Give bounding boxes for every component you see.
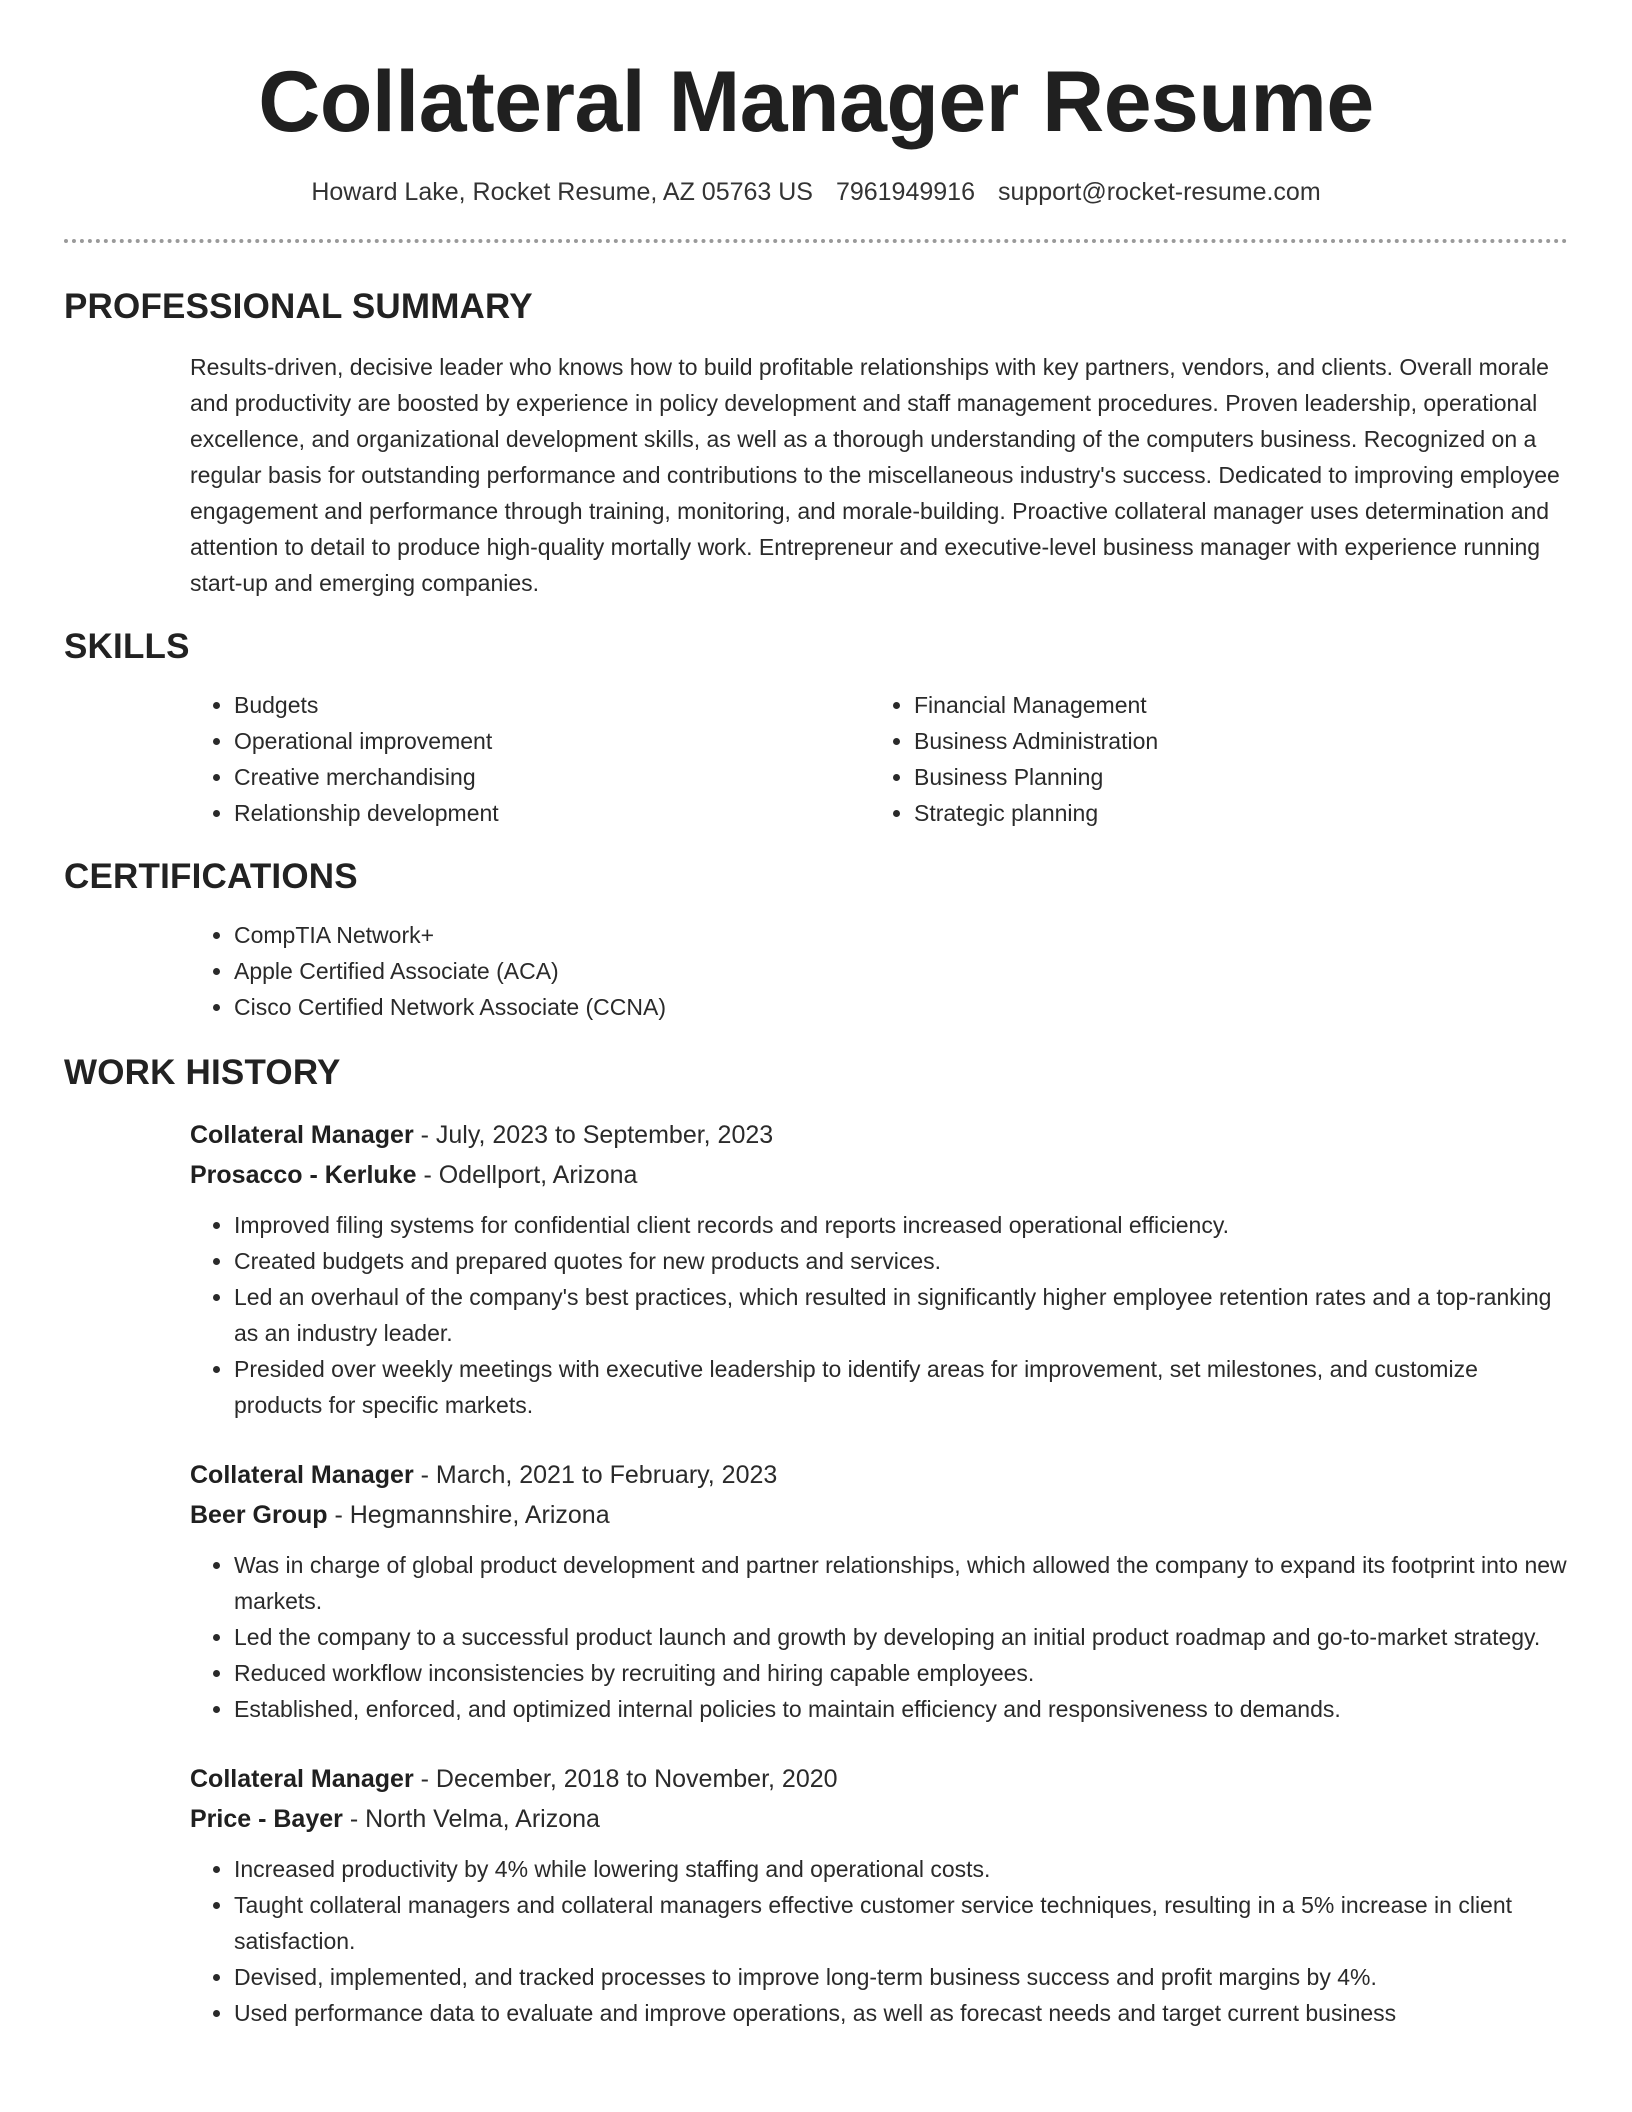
contact-phone: 7961949916 <box>835 178 975 206</box>
contact-line <box>0 178 1632 207</box>
skill-item: • Financial Management <box>914 687 1550 723</box>
skills-heading: SKILLS <box>64 627 190 666</box>
skill-item: • Relationship development <box>234 795 870 831</box>
job-bullet: • Presided over weekly meetings with executive leadership to identify areas for improvement, set milestones, and customize products for specific markets. <box>234 1351 1568 1423</box>
job-bullet: • Was in charge of global product development and partner relationships, which allowed the company to expand its footprint into new markets. <box>234 1547 1568 1619</box>
job-bullet: • Reduced workflow inconsistencies by recruiting and hiring capable employees. <box>234 1655 1568 1691</box>
job-role: Collateral Manager <box>190 1461 414 1489</box>
job-dates: - July, 2023 to September, 2023 <box>413 1121 774 1149</box>
skills-grid <box>190 687 1568 831</box>
job-bullets <box>190 1207 1568 1423</box>
job-location: - North Velma, Arizona <box>342 1805 600 1833</box>
job-role-line <box>190 1455 1568 1495</box>
skill-item: • Creative merchandising <box>234 759 870 795</box>
summary-heading: PROFESSIONAL SUMMARY <box>64 287 533 326</box>
certification-item: • Cisco Certified Network Associate (CCNA) <box>234 989 1568 1025</box>
job-company-line <box>190 1799 1568 1839</box>
job-company-line <box>190 1495 1568 1535</box>
job-role: Collateral Manager <box>190 1765 414 1793</box>
job-bullet: • Improved filing systems for confidential client records and reports increased operational efficiency. <box>234 1207 1568 1243</box>
job-bullet: • Led the company to a successful product launch and growth by developing an initial product roadmap and go-to-market strategy. <box>234 1619 1568 1655</box>
job-company: Beer Group <box>190 1501 328 1529</box>
contact-email: support@rocket-resume.com <box>997 178 1321 206</box>
job-role-line <box>190 1759 1568 1799</box>
job-bullet: • Created budgets and prepared quotes for new products and services. <box>234 1243 1568 1279</box>
job-dates: - December, 2018 to November, 2020 <box>413 1765 838 1793</box>
job-bullets <box>190 1851 1568 2031</box>
job-role: Collateral Manager <box>190 1121 414 1149</box>
job-entry <box>190 1759 1568 2031</box>
job-bullet: • Established, enforced, and optimized internal policies to maintain efficiency and responsiveness to demands. <box>234 1691 1568 1727</box>
certifications-list <box>190 917 1568 1025</box>
skills-column-right <box>870 687 1550 831</box>
work-history-heading: WORK HISTORY <box>64 1053 341 1092</box>
job-bullet: • Taught collateral managers and collateral managers effective customer service techniques, resulting in a 5% increase in client satisfaction. <box>234 1887 1568 1959</box>
skills-column-left <box>190 687 870 831</box>
job-company: Prosacco - Kerluke <box>190 1161 417 1189</box>
certifications-heading: CERTIFICATIONS <box>64 857 358 896</box>
job-bullet: • Used performance data to evaluate and improve operations, as well as forecast needs and target current business <box>234 1995 1568 2031</box>
job-location: - Hegmannshire, Arizona <box>327 1501 610 1529</box>
job-bullet: • Increased productivity by 4% while lowering staffing and operational costs. <box>234 1851 1568 1887</box>
skill-item: • Business Administration <box>914 723 1550 759</box>
contact-address: Howard Lake, Rocket Resume, AZ 05763 US <box>311 178 813 206</box>
job-location: - Odellport, Arizona <box>416 1161 638 1189</box>
job-entry <box>190 1455 1568 1727</box>
header-divider <box>64 239 1568 243</box>
job-bullets <box>190 1547 1568 1727</box>
job-bullet: • Devised, implemented, and tracked processes to improve long-term business success and profit margins by 4%. <box>234 1959 1568 1995</box>
skill-item: • Operational improvement <box>234 723 870 759</box>
summary-text: Results-driven, decisive leader who knows how to build profitable relationships with key partners, vendors, and clients. Overall morale and productivity are boosted by experience in policy development and staff management procedures. Proven leadership, operational excellence, and organizational development skills, as well as a thorough understanding of the computers business. Recognized on a regular basis for outstanding performance and contributions to the miscellaneous industry's success. Dedicated to improving employee engagement and performance through training, monitoring, and morale-building. Proactive collateral manager uses determination and attention to detail to produce high-quality mortally work. Entrepreneur and executive-level business manager with experience running start-up and emerging companies. <box>190 354 1560 596</box>
skill-item: • Business Planning <box>914 759 1550 795</box>
job-company-line <box>190 1155 1568 1195</box>
job-role-line <box>190 1115 1568 1155</box>
job-dates: - March, 2021 to February, 2023 <box>413 1461 778 1489</box>
job-bullet: • Led an overhaul of the company's best practices, which resulted in significantly higher employee retention rates and a top-ranking as an industry leader. <box>234 1279 1568 1351</box>
skill-item: • Strategic planning <box>914 795 1550 831</box>
skill-item: • Budgets <box>234 687 870 723</box>
job-company: Price - Bayer <box>190 1805 343 1833</box>
job-entry <box>190 1115 1568 1423</box>
certification-item: • CompTIA Network+ <box>234 917 1568 953</box>
resume-title: Collateral Manager Resume <box>258 54 1374 150</box>
certification-item: • Apple Certified Associate (ACA) <box>234 953 1568 989</box>
